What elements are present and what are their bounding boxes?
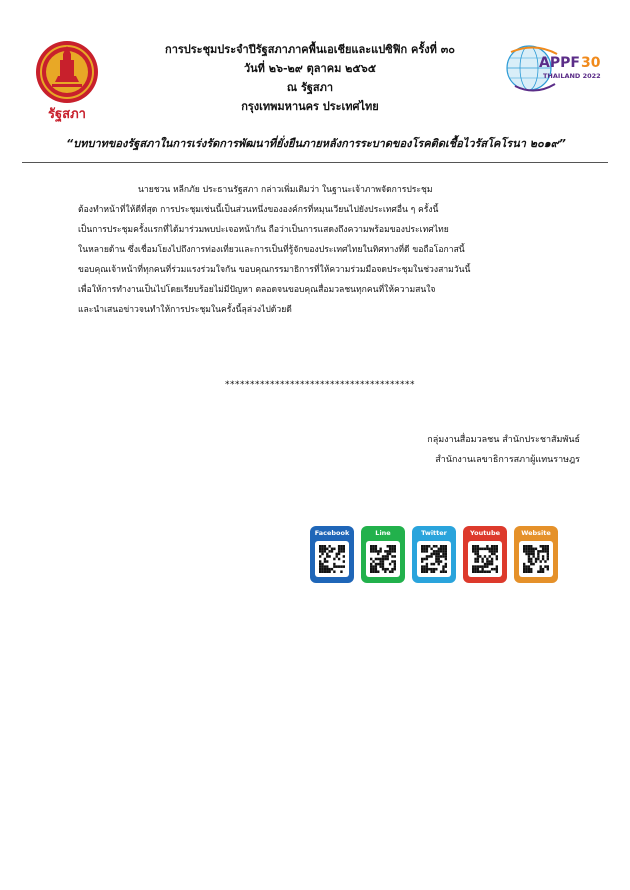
appf-logo-text: APPF bbox=[539, 55, 580, 71]
social-qr-codes bbox=[310, 526, 560, 586]
line-label: Line bbox=[375, 529, 391, 537]
website-label: Website bbox=[521, 529, 551, 537]
header-line-date: วันที่ ๒๖-๒๙ ตุลาคม ๒๕๖๕ bbox=[243, 62, 377, 75]
appf-logo-number: 30 bbox=[581, 55, 601, 71]
signature-line-office: สำนักงานเลขาธิการสภาผู้แทนราษฎร bbox=[435, 455, 580, 465]
qr-code-icon bbox=[523, 545, 549, 573]
twitter-label: Twitter bbox=[421, 529, 447, 537]
qr-code-icon bbox=[319, 545, 345, 573]
appf-logo-subtext: THAILAND 2022 bbox=[543, 72, 601, 80]
line-qr-card[interactable] bbox=[361, 526, 405, 583]
header-line-event: การประชุมประจำปีรัฐสภาภาคพื้นเอเชียและแปซิฟิก ครั้งที่ ๓๐ bbox=[165, 43, 455, 56]
body-line: ในหลายด้าน ซึ่งเชื่อมโยงไปถึงการท่องเที่ยวและการเป็นที่รู้จักของประเทศไทยในทิศทางที่ดี ขอถือโอกาสนี้ bbox=[78, 245, 465, 255]
appf-event-logo bbox=[505, 38, 603, 100]
qr-code-icon bbox=[421, 545, 447, 573]
facebook-label: Facebook bbox=[314, 529, 350, 537]
document-header bbox=[110, 40, 510, 116]
event-theme: “บทบาทของรัฐสภาในการเร่งรัดการพัฒนาที่ยั่งยืนภายหลังการระบาดของโรคติดเชื้อไวรัสโคโรนา ๒๐๑๙” bbox=[66, 137, 566, 150]
header-line-location: กรุงเทพมหานคร ประเทศไทย bbox=[241, 100, 379, 113]
body-line: ขอบคุณเจ้าหน้าที่ทุกคนที่ร่วมแรงร่วมใจกัน ขอบคุณกรรมาธิการที่ให้ความร่วมมือจดประชุมในช่วงสามวันนี้ bbox=[78, 265, 471, 275]
qr-code-icon bbox=[472, 545, 498, 573]
parliament-emblem-icon bbox=[30, 38, 104, 128]
line-qr-code[interactable] bbox=[366, 541, 400, 577]
header-line-venue: ณ รัฐสภา bbox=[286, 81, 334, 94]
press-release-body bbox=[78, 180, 556, 320]
facebook-qr-code[interactable] bbox=[315, 541, 349, 577]
section-separator: ************************************** bbox=[225, 380, 415, 390]
qr-code-icon bbox=[370, 545, 396, 573]
youtube-qr-card[interactable] bbox=[463, 526, 507, 583]
globe-icon bbox=[505, 38, 603, 100]
header-divider bbox=[22, 162, 608, 163]
website-qr-card[interactable] bbox=[514, 526, 558, 583]
twitter-qr-card[interactable] bbox=[412, 526, 456, 583]
website-qr-code[interactable] bbox=[519, 541, 553, 577]
body-line: นายชวน หลีกภัย ประธานรัฐสภา กล่าวเพิ่มเติมว่า ในฐานะเจ้าภาพจัดการประชุม bbox=[138, 185, 433, 195]
body-line: ต้องทำหน้าที่ให้ดีที่สุด การประชุมเช่นนี้เป็นส่วนหนึ่งขององค์กรที่หมุนเวียนไปยังประเทศอื่น ๆ ครั้งนี้ bbox=[78, 205, 439, 215]
signature-line-division: กลุ่มงานสื่อมวลชน สำนักประชาสัมพันธ์ bbox=[427, 435, 580, 445]
parliament-emblem-logo bbox=[30, 38, 104, 128]
youtube-qr-code[interactable] bbox=[468, 541, 502, 577]
body-line: เพื่อให้การทำงานเป็นไปโดยเรียบร้อยไม่มีปัญหา ตลอดจนขอบคุณสื่อมวลชนทุกคนที่ให้ความสนใจ bbox=[78, 285, 436, 295]
twitter-qr-code[interactable] bbox=[417, 541, 451, 577]
body-line: และนำเสนอข่าวจนทำให้การประชุมในครั้งนี้ลุล่วงไปด้วยดี bbox=[78, 305, 292, 315]
youtube-label: Youtube bbox=[470, 529, 500, 537]
signature-block bbox=[300, 430, 580, 470]
facebook-qr-card[interactable] bbox=[310, 526, 354, 583]
emblem-caption: รัฐสภา bbox=[48, 107, 86, 122]
body-line: เป็นการประชุมครั้งแรกที่ได้มาร่วมพบปะเจอหน้ากัน ถือว่าเป็นการแสดงถึงความพร้อมของประเทศไทย bbox=[78, 225, 449, 235]
